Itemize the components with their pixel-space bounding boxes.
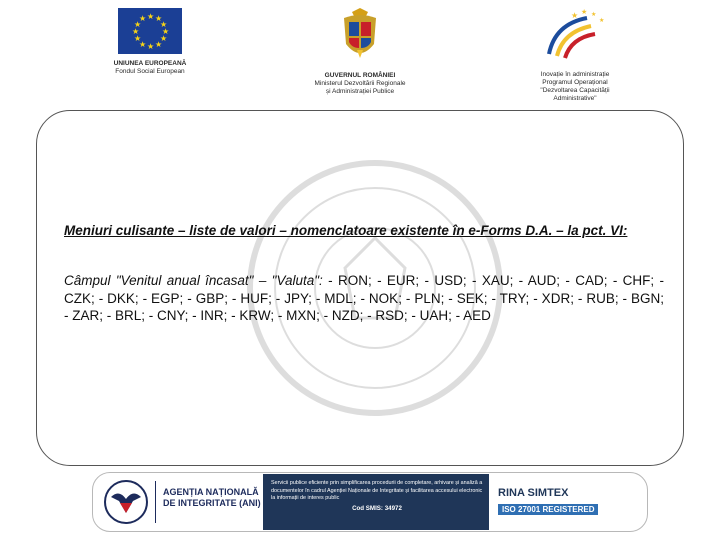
poc-caption-3: "Dezvoltarea Capacității (540, 87, 610, 94)
svg-text:★: ★ (571, 11, 579, 20)
currency-list-paragraph (64, 272, 664, 325)
stars-arc-icon (537, 8, 613, 64)
ani-name-line1: AGENȚIA NAȚIONALĂ (163, 487, 259, 497)
rina-name: RINA SIMTEX (498, 487, 569, 499)
government-logo (300, 8, 420, 96)
eu-logo (105, 8, 195, 76)
poc-logo (520, 8, 630, 103)
project-info-box (263, 474, 489, 530)
eu-caption-title: UNIUNEA EUROPEANĂ (113, 60, 187, 67)
gov-caption-title: GUVERNUL ROMÂNIEI (324, 72, 396, 79)
ani-name (163, 487, 261, 509)
eu-flag-icon: ★ ★ ★ ★ ★ ★ ★ ★ ★ ★ ★ ★ (118, 8, 182, 54)
rina-logo (498, 487, 638, 517)
poc-caption-4: Administrative" (553, 95, 597, 102)
gov-caption-ministry-2: și Administrației Publice (325, 88, 395, 95)
field-label: Câmpul "Venitul anual încasat" – "Valuta": (64, 273, 323, 288)
ani-name-line2: DE INTEGRITATE (ANI) (163, 498, 261, 508)
gov-caption-ministry: Ministerul Dezvoltării Regionale (314, 80, 406, 87)
page-heading: Meniuri culisante – liste de valori – nomenclatoare existente în e-Forms D.A. – la pct. VI: (64, 223, 628, 238)
eu-caption-fund: Fondul Social European (115, 68, 185, 75)
iso-certification-badge: ISO 27001 REGISTERED (498, 504, 598, 515)
poc-caption-2: Programul Operațional (542, 79, 608, 86)
svg-text:★: ★ (581, 9, 588, 16)
ani-emblem-icon (103, 479, 149, 525)
smis-code: Cod SMIS: 34972 (352, 504, 402, 512)
currency-values: - RON; - EUR; - USD; - XAU; - AUD; - CAD; - CHF; - CZK; - DKK; - EGP; - GBP; - HUF; - JPY; - MDL; - NOK; - PLN; - SEK; - TRY; - XDR; - RUB; - BGN; - ZAR; - BRL; - CNY; - INR; - KRW; - MXN; - NZD; - RSD; - UAH; - AED (64, 273, 665, 323)
svg-text:★: ★ (599, 18, 605, 24)
footer-banner (92, 472, 648, 532)
ani-separator (155, 481, 156, 523)
project-description: Servicii publice eficiente prin simplificarea procedurii de completare, arhivare și analiză a documentelor în cadrul Agenției Naționale de Integritate și facilitarea accesului electronic la informații de interes public (271, 480, 483, 502)
svg-text:★: ★ (591, 12, 597, 18)
coat-of-arms-icon (338, 8, 382, 64)
poc-caption-1: Inovație în administrație (540, 71, 610, 78)
